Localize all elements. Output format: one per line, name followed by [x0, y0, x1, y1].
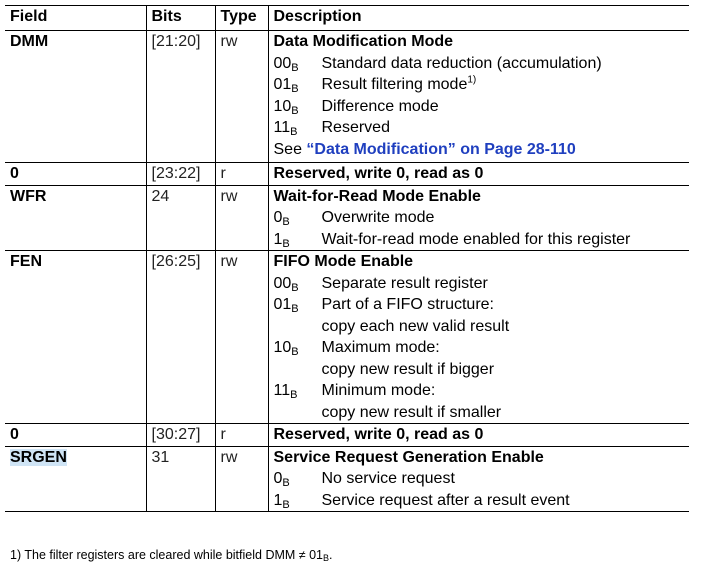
field-name: 0: [10, 426, 19, 443]
footnote-ref[interactable]: 1): [467, 74, 477, 86]
enum-text: Service request after a result event: [321, 491, 570, 509]
cross-reference-link[interactable]: “Data Modification” on Page 28-110: [306, 140, 576, 158]
enum-entry: [274, 207, 690, 229]
description-title: Reserved, write 0, read as 0: [273, 165, 484, 182]
bit-range: [30:27]: [146, 424, 215, 447]
description-title: Service Request Generation Enable: [273, 448, 544, 466]
field-name: [5, 446, 146, 512]
access-type: rw: [215, 251, 268, 424]
bit-range: 31: [146, 446, 215, 512]
enum-entry: [274, 490, 690, 512]
enum-code: $10_B$: [273, 339, 299, 358]
field-description: [268, 185, 689, 251]
bit-range: 24: [146, 185, 215, 251]
enum-code: $00_B$: [273, 274, 299, 294]
access-type: r: [215, 163, 268, 186]
enum-entry: [274, 337, 690, 359]
enum-text: Part of a FIFO structure:: [321, 296, 494, 313]
enum-code: $11_B$: [273, 382, 298, 401]
enum-entry: [274, 74, 690, 96]
description-title: Wait-for-Read Mode Enable: [273, 187, 481, 205]
table-header-row: [5, 6, 689, 31]
header-bits: Bits: [146, 6, 215, 31]
footnote: 1) The filter registers are cleared while bitfield DMM ≠ $01_B$.: [10, 548, 333, 563]
bit-range: [21:20]: [146, 31, 215, 163]
description-title: FIFO Mode Enable: [273, 253, 414, 270]
enum-code: $1_B$: [273, 230, 290, 250]
enum-entry: [274, 229, 690, 251]
enum-text: copy new result if smaller: [321, 403, 502, 421]
bit-range: [23:22]: [146, 163, 215, 186]
enum-code: $11_B$: [273, 119, 298, 138]
field-name: DMM: [10, 33, 49, 50]
enum-text: Wait-for-read mode enabled for this register: [321, 230, 631, 248]
access-type: r: [215, 424, 268, 447]
enum-entry: [274, 117, 690, 139]
access-type: rw: [215, 185, 268, 251]
enum-text: Minimum mode:: [321, 382, 436, 399]
enum-text: Overwrite mode: [321, 209, 435, 226]
enum-text: Result filtering mode$^{1)}$: [321, 74, 477, 93]
enum-entry: [274, 294, 690, 316]
enum-code: $0_B$: [273, 209, 290, 228]
enum-text: Reserved: [321, 119, 390, 136]
table-row: [5, 424, 689, 447]
enum-text: copy each new valid result: [321, 317, 510, 335]
header-type: Type: [215, 6, 268, 31]
footnote-text: 1) The filter registers are cleared while bitfield DMM ≠ 01: [10, 548, 324, 562]
header-description: Description: [268, 6, 689, 31]
enum-text: Standard data reduction (accumulation): [321, 54, 602, 72]
enum-code: $01_B$: [273, 296, 299, 315]
field-description: [268, 31, 689, 163]
enum-text: copy new result if bigger: [321, 360, 495, 378]
field-description: [268, 163, 689, 186]
description-title: Reserved, write 0, read as 0: [273, 426, 484, 443]
enum-code: $10_B$: [273, 97, 299, 117]
field-description: [268, 446, 689, 512]
table-row: [5, 251, 689, 424]
access-type: rw: [215, 446, 268, 512]
enum-text: No service request: [321, 470, 455, 487]
enum-code: $01_B$: [273, 76, 299, 95]
enum-entry: [274, 53, 690, 75]
footnote-subscript: B: [323, 553, 330, 563]
enum-entry: [274, 468, 690, 490]
enum-entry: [274, 96, 690, 118]
description-title: Data Modification Mode: [273, 33, 454, 50]
access-type: rw: [215, 31, 268, 163]
enum-entry: [274, 273, 690, 295]
bit-range: [26:25]: [146, 251, 215, 424]
field-name: 0: [10, 165, 19, 182]
field-name: WFR: [10, 187, 47, 205]
highlighted-field-name: SRGEN: [10, 448, 67, 466]
table-row: [5, 163, 689, 186]
table-row: [5, 446, 689, 512]
enum-continuation: [274, 359, 690, 381]
table-row: [5, 31, 689, 163]
enum-continuation: [274, 316, 690, 338]
enum-continuation: [274, 402, 690, 424]
field-description: [268, 251, 689, 424]
table-row: [5, 185, 689, 251]
see-prefix: See: [273, 140, 307, 158]
header-field: Field: [10, 8, 48, 25]
enum-code: $1_B$: [273, 491, 290, 511]
field-description: [268, 424, 689, 447]
register-field-table: [5, 5, 689, 512]
enum-text: Separate result register: [321, 274, 488, 292]
enum-code: $00_B$: [273, 54, 299, 74]
enum-text: Difference mode: [321, 97, 439, 115]
see-reference: [274, 139, 690, 161]
enum-entry: [274, 380, 690, 402]
enum-code: $0_B$: [273, 470, 290, 489]
field-name: FEN: [10, 253, 42, 270]
enum-text: Maximum mode:: [321, 339, 440, 356]
